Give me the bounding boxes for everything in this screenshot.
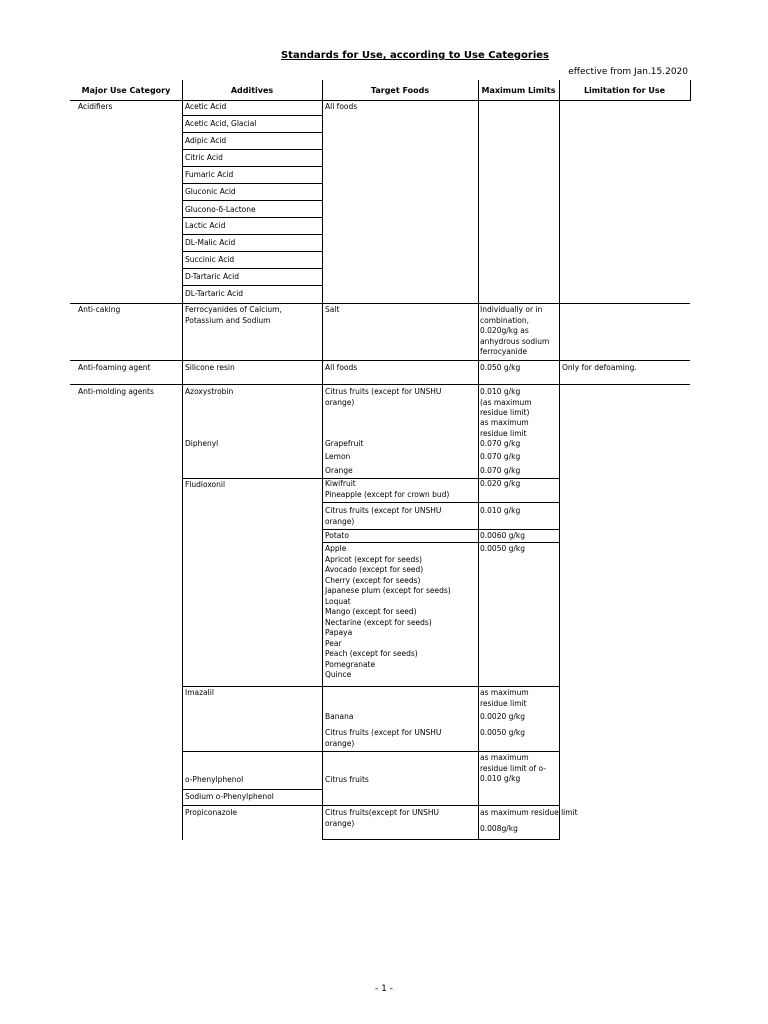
additive-fludioxonil: Fludioxonil <box>185 480 226 489</box>
target-citrus-fruits: Citrus fruits(except for UNSHU orange) <box>325 808 440 828</box>
section-divider <box>70 360 690 361</box>
limit-banana: 0.0020 g/kg <box>480 712 526 721</box>
target-citrus-fruits: Citrus fruits (except for UNSHU orange) <box>325 506 442 526</box>
column-divider <box>478 80 479 840</box>
row-divider <box>182 234 322 235</box>
additive-azoxystrobin: Azoxystrobin <box>185 387 234 396</box>
limit-kiwifruit: 0.020 g/kg <box>480 479 521 488</box>
limit-lemon: 0.070 g/kg <box>480 452 521 461</box>
target-fruit-list: Apple Apricot (except for seeds) Avocado (except for seed) Cherry (except for seeds) Japanese plum (except for seeds) Loquat Mango (except for seed) Nectarine (except for seeds) Papaya Pear Peach (except for seeds) Pomegranate Quince <box>325 544 451 679</box>
section-divider <box>70 303 690 304</box>
limit-phenylphenol: as maximum residue limit of o- 0.010 g/kg <box>480 753 546 783</box>
header-additives: Additives <box>230 86 274 95</box>
target-kiwifruit-pineapple: Kiwifruit Pineapple (except for crown bud) <box>325 479 450 499</box>
limit-orange: 0.070 g/kg <box>480 466 521 475</box>
row-divider <box>182 751 559 752</box>
limit-diphenyl-note: as maximum residue limit <box>480 418 529 438</box>
additive-acetic-acid-glacial: Acetic Acid, Glacial <box>185 119 257 128</box>
additive-glucono-lactone: Glucono-δ-Lactone <box>185 205 256 214</box>
row-divider <box>70 100 691 101</box>
target-citrus-fruits: Citrus fruits <box>325 775 369 784</box>
additive-imazalil: Imazalil <box>185 688 214 697</box>
limit-citrus-fludioxonil: 0.010 g/kg <box>480 506 521 515</box>
section-divider <box>70 384 690 385</box>
target-potato: Potato <box>325 531 349 540</box>
column-divider <box>559 80 560 840</box>
row-divider <box>182 183 322 184</box>
row-divider <box>182 149 322 150</box>
category-anti-molding: Anti-molding agents <box>78 387 154 396</box>
page-title: Standards for Use, according to Use Categories <box>280 50 550 61</box>
limit-citrus-imazalil: 0.0050 g/kg <box>480 728 526 737</box>
additive-lactic-acid: Lactic Acid <box>185 221 226 230</box>
row-divider <box>322 542 559 543</box>
additive-ferrocyanides: Ferrocyanides of Calcium, Potassium and Sodium <box>185 305 282 325</box>
limit-potato: 0.0060 g/kg <box>480 531 526 540</box>
additive-propiconazole: Propiconazole <box>185 808 238 817</box>
effective-date: effective from Jan.15.2020 <box>568 67 688 77</box>
additive-gluconic-acid: Gluconic Acid <box>185 187 236 196</box>
category-anti-caking: Anti-caking <box>78 305 121 314</box>
row-divider <box>322 529 559 530</box>
limit-imazalil-note: as maximum residue limit <box>480 688 529 708</box>
limit-propiconazole: 0.008g/kg <box>480 824 518 833</box>
row-divider <box>182 789 322 790</box>
category-acidifiers: Acidifiers <box>78 102 113 111</box>
row-divider <box>182 251 322 252</box>
additive-adipic-acid: Adipic Acid <box>185 136 227 145</box>
target-citrus-fruits: Citrus fruits (except for UNSHU orange) <box>325 387 442 407</box>
row-divider <box>182 268 322 269</box>
additive-silicone-resin: Silicone resin <box>185 363 235 372</box>
additive-dl-tartaric-acid: DL-Tartaric Acid <box>185 289 244 298</box>
limit-azoxystrobin: 0.010 g/kg (as maximum residue limit) <box>480 387 532 417</box>
row-divider <box>322 502 559 503</box>
header-maximum-limits: Maximum Limits <box>481 86 556 95</box>
additive-diphenyl: Diphenyl <box>185 439 219 448</box>
row-divider <box>182 686 559 687</box>
target-salt: Salt <box>325 305 340 314</box>
additive-succinic-acid: Succinic Acid <box>185 255 235 264</box>
category-anti-foaming: Anti-foaming agent <box>78 363 151 372</box>
header-major-use-category: Major Use Category <box>81 86 171 95</box>
additive-o-phenylphenol: o-Phenylphenol <box>185 775 244 784</box>
page-number: - 1 - <box>375 984 393 994</box>
row-divider <box>182 200 322 201</box>
target-grapefruit: Grapefruit <box>325 439 364 448</box>
limit-anti-foaming: 0.050 g/kg <box>480 363 521 372</box>
limit-anti-caking: Individually or in combination, 0.020g/kg as anhydrous sodium ferrocyanide <box>480 305 550 356</box>
limit-grapefruit: 0.070 g/kg <box>480 439 521 448</box>
column-divider <box>322 80 323 840</box>
header-limitation-for-use: Limitation for Use <box>583 86 666 95</box>
limit-apple: 0.0050 g/kg <box>480 544 526 553</box>
additive-acetic-acid: Acetic Acid <box>185 102 227 111</box>
additive-dl-malic-acid: DL-Malic Acid <box>185 238 236 247</box>
target-orange: Orange <box>325 466 353 475</box>
row-divider <box>182 217 322 218</box>
header-target-foods: Target Foods <box>370 86 430 95</box>
column-divider <box>690 80 691 100</box>
additive-citric-acid: Citric Acid <box>185 153 223 162</box>
target-all-foods: All foods <box>325 363 358 372</box>
row-divider <box>182 805 559 806</box>
additive-sodium-o-phenylphenol: Sodium o-Phenylphenol <box>185 792 274 801</box>
column-divider <box>182 80 183 840</box>
target-banana: Banana <box>325 712 354 721</box>
row-divider <box>182 285 322 286</box>
row-divider <box>182 115 322 116</box>
row-divider <box>182 166 322 167</box>
target-citrus-fruits: Citrus fruits (except for UNSHU orange) <box>325 728 442 748</box>
target-lemon: Lemon <box>325 452 351 461</box>
row-divider <box>182 132 322 133</box>
additive-d-tartaric-acid: D-Tartaric Acid <box>185 272 239 281</box>
limit-propiconazole-note: as maximum residue limit <box>480 808 578 817</box>
limitation-anti-foaming: Only for defoaming. <box>562 363 637 372</box>
additive-fumaric-acid: Fumaric Acid <box>185 170 234 179</box>
row-divider <box>322 839 559 840</box>
target-all-foods: All foods <box>325 102 358 111</box>
